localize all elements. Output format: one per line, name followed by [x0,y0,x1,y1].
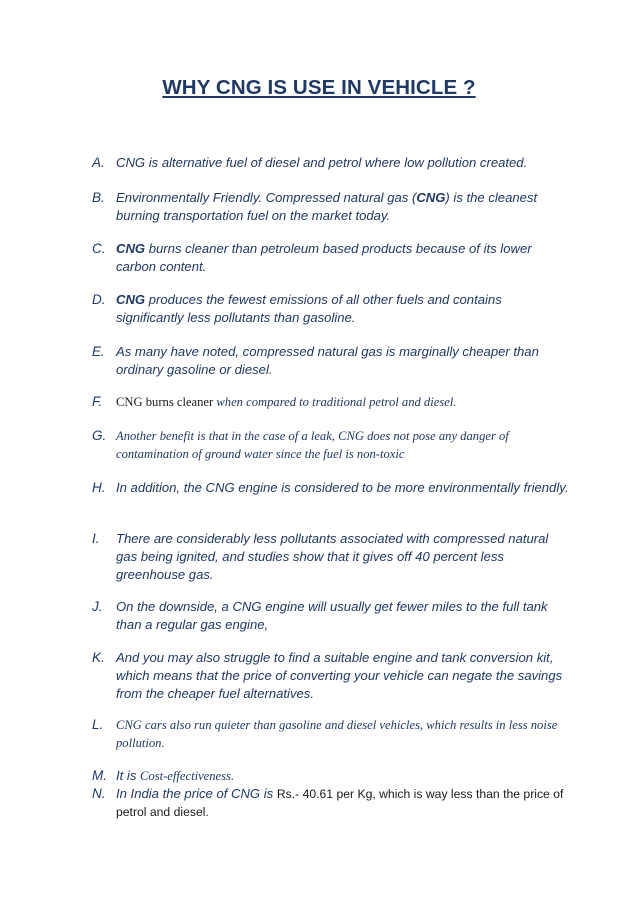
item-marker: M. [92,768,107,783]
item-text: CNG burns cleaner than petroleum based products because of its lower carbon content. [116,241,532,274]
item-marker: I. [92,531,100,546]
list-item-j [92,598,572,634]
item-text: There are considerably less pollutants associated with compressed natural gas being ignited, and studies show that it gives off 40 percent less greenhouse gas. [116,531,549,582]
list-item-n [92,785,572,821]
cng-bold: CNG [116,292,146,307]
item-marker: N. [92,786,106,801]
list-item-m [92,767,572,785]
item-marker: H. [92,480,106,495]
item-marker: J. [92,599,103,614]
item-text: On the downside, a CNG engine will usually get fewer miles to the full tank than a regular gas engine, [116,599,548,632]
list-item-b [92,189,572,225]
item-marker: L. [92,717,104,732]
item-marker: B. [92,190,105,205]
item-marker: A. [92,155,105,170]
item-marker: G. [92,428,107,443]
cng-bold: CNG [416,190,446,205]
list-item-k [92,649,572,703]
list-item-a [92,154,572,172]
item-text: CNG burns cleaner when compared to traditional petrol and diesel. [116,395,457,409]
list-item-c [92,240,572,276]
list-item-d [92,291,572,327]
page-title: WHY CNG IS USE IN VEHICLE ? [162,76,476,99]
list-item-f [92,393,572,411]
list-item-i [92,530,572,584]
cng-bold: CNG [116,241,146,256]
item-marker: E. [92,344,105,359]
item-text: CNG is alternative fuel of diesel and petrol where low pollution created. [116,155,528,170]
list-item-g [92,427,572,463]
item-text: CNG cars also run quieter than gasoline and diesel vehicles, which results in less noise pollution. [116,718,558,750]
item-marker: K. [92,650,105,665]
item-marker: C. [92,241,106,256]
list-item-h [92,479,572,497]
item-text: And you may also struggle to find a suitable engine and tank conversion kit, which means that the price of converting your vehicle can negate the savings from the cheaper fuel alternatives. [116,650,563,701]
item-text: In India the price of CNG is Rs.- 40.61 per Kg, which is way less than the price of petrol and diesel. [116,786,564,819]
item-marker: D. [92,292,106,307]
item-text: Another benefit is that in the case of a leak, CNG does not pose any danger of contamination of ground water since the fuel is non-toxic [116,429,509,461]
item-text: It is Cost-effectiveness. [116,768,235,783]
list-item-l [92,716,572,752]
item-text: Environmentally Friendly. Compressed natural gas (CNG) is the cleanest burning transportation fuel on the market today. [116,190,538,223]
item-text: As many have noted, compressed natural gas is marginally cheaper than ordinary gasoline or diesel. [116,344,539,377]
item-marker: F. [92,394,103,409]
item-text: In addition, the CNG engine is considered to be more environmentally friendly. [116,480,569,495]
item-text: CNG produces the fewest emissions of all other fuels and contains significantly less pollutants than gasoline. [116,292,502,325]
list-item-e [92,343,572,379]
